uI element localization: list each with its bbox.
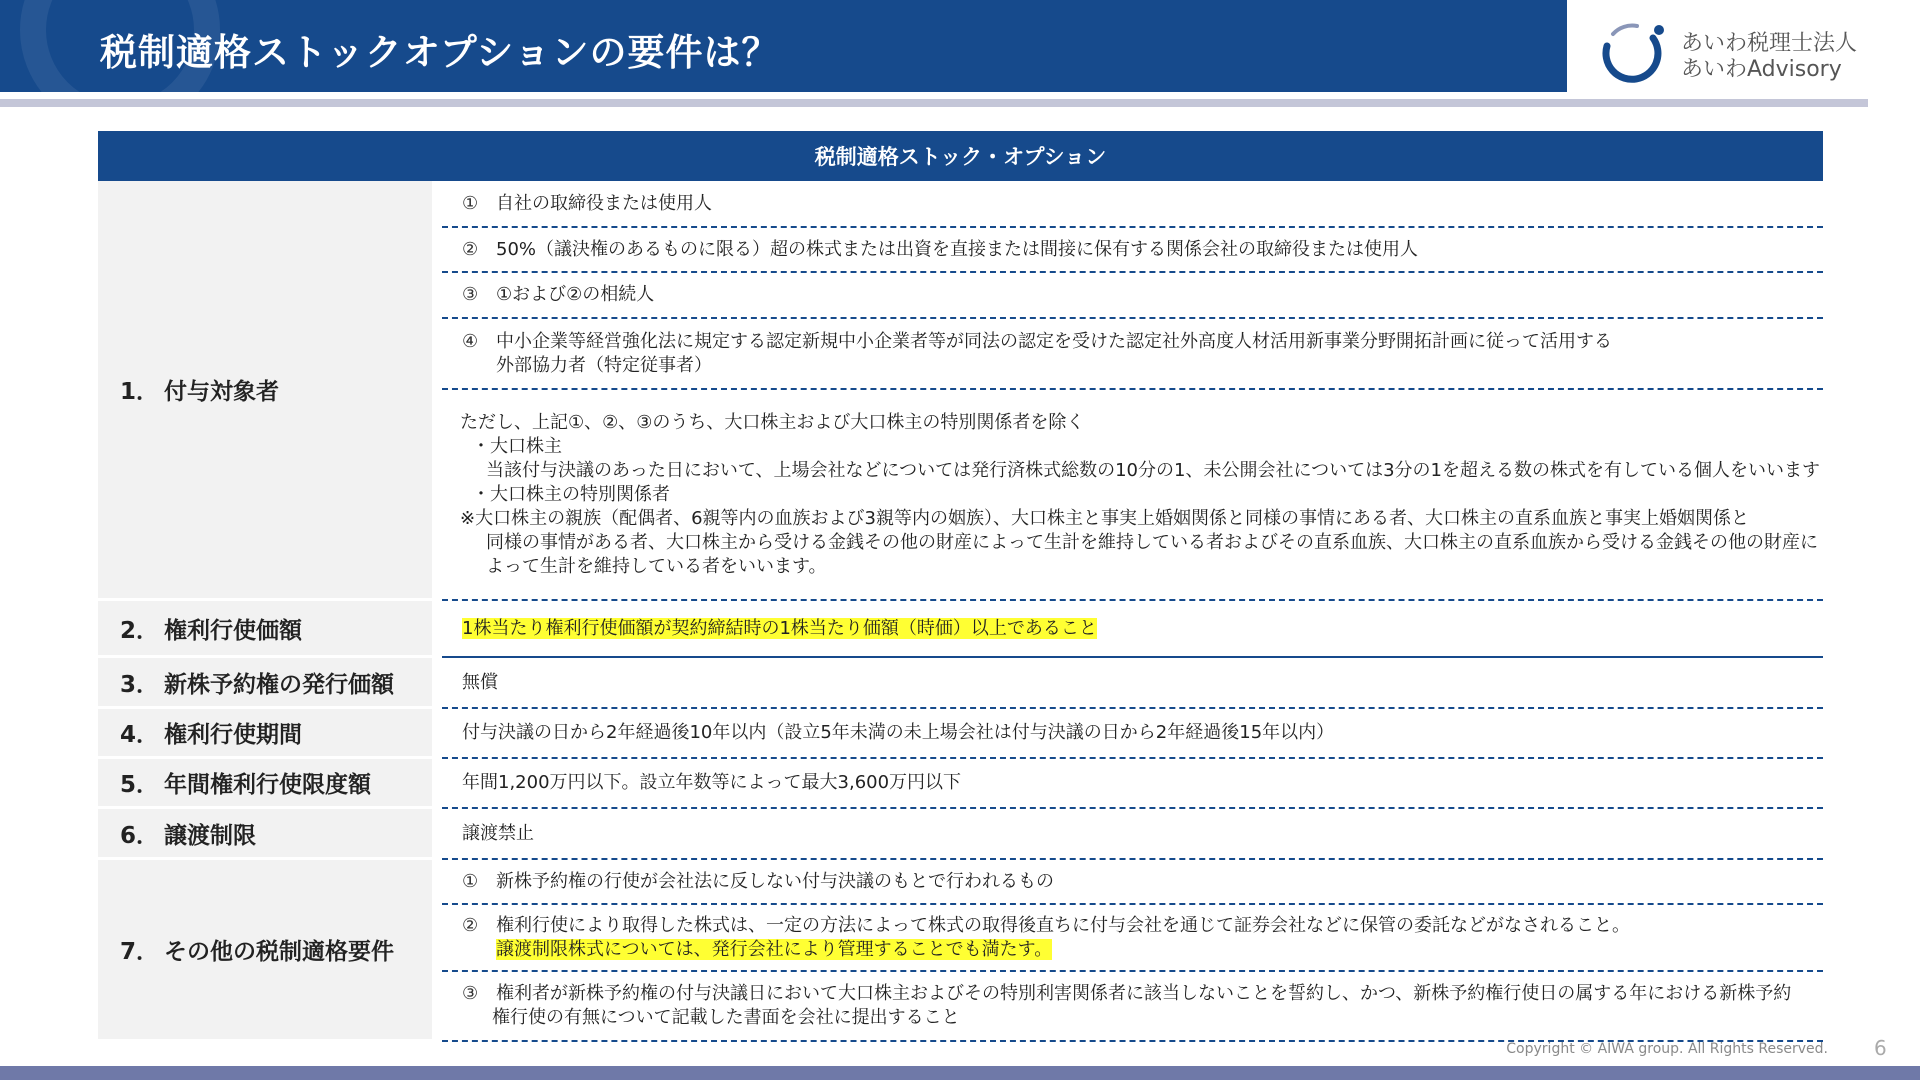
footer-bar [0, 1066, 1920, 1080]
slide-title: 税制適格ストックオプションの要件は？ [100, 31, 780, 74]
row-label [98, 860, 432, 1042]
item-marker: ④ [462, 330, 479, 352]
note-line: ※大口株主の親族（配偶者、6親等内の血族および3親等内の姻族）、大口株主と事実上婚姻関係と同様の事情にある者、大口株主の直系血族と事実上婚姻関係と [460, 507, 1749, 529]
row-number: 2． [120, 617, 160, 644]
highlighted-text: 譲渡制限株式については、発行会社により管理することでも満たす。 [496, 938, 1053, 960]
item-text: 権利者が新株予約権の付与決議日において大口株主およびその特別利害関係者に該当しないことを誓約し、かつ、新株予約権行使日の属する年における新株予約 [496, 983, 1792, 1004]
note-line: 同様の事情がある者、大口株主から受ける金銭その他の財産によって生計を維持している者およびその直系血族、大口株主の直系血族から受ける金銭その他の財産に [486, 531, 1818, 553]
row-value [442, 658, 1823, 709]
list-item [442, 860, 1823, 905]
row-label-text: 年間権利行使限度額 [164, 772, 371, 798]
item-marker: ② [462, 914, 479, 936]
company-logo [1593, 18, 1883, 90]
row-label-text: その他の税制適格要件 [164, 939, 394, 965]
item-marker: ③ [462, 983, 479, 1004]
row-value-text: 無償 [462, 671, 498, 693]
row-label-text: 付与対象者 [164, 379, 279, 405]
logo-text-line1: あいわ税理士法人 [1681, 31, 1858, 56]
list-item [442, 905, 1823, 972]
item-text-continued: 外部協力者（特定従事者） [496, 354, 712, 376]
list-item [442, 228, 1823, 273]
row-value-text: 付与決議の日から2年経過後10年以内（設立5年未満の未上場会社は付与決議の日から2年経過後15年以内） [462, 722, 1335, 743]
row-label-text: 権利行使期間 [164, 722, 302, 748]
note-line: ただし、上記①、②、③のうち、大口株主および大口株主の特別関係者を除く [460, 411, 1085, 433]
table-row-other-requirements [98, 860, 1823, 1042]
item-marker: ③ [462, 284, 479, 305]
list-item [442, 972, 1823, 1042]
row-label [98, 759, 432, 809]
table-row-issue-price [98, 658, 1823, 709]
row-label [98, 601, 432, 658]
logo-text-line2: あいわAdvisory [1681, 57, 1842, 82]
page-number: 6 [1874, 1036, 1887, 1060]
slide-header [0, 0, 1567, 92]
header-divider [0, 99, 1868, 107]
table-row-exercise-period [98, 709, 1823, 759]
item-text: 権利行使により取得した株式は、一定の方法によって株式の取得後直ちに付与会社を通じて証券会社などに保管の委託などがなされること。 [496, 914, 1630, 936]
note-line: ・大口株主 [472, 435, 562, 457]
item-text: ①および②の相続人 [496, 284, 655, 305]
table-row-transfer-restriction [98, 809, 1823, 860]
row-value [442, 601, 1823, 658]
item-text: 自社の取締役または使用人 [496, 192, 712, 214]
item-marker: ① [462, 870, 479, 892]
item-marker: ① [462, 192, 479, 214]
row-number: 5． [120, 772, 160, 798]
row-label-text: 新株予約権の発行価額 [164, 671, 394, 698]
row-number: 6． [120, 822, 160, 849]
row-value [442, 709, 1823, 759]
item-text: 50%（議決権のあるものに限る）超の株式または出資を直接または間接に保有する関係会社の取締役または使用人 [496, 238, 1419, 260]
row-label-text: 権利行使価額 [164, 617, 302, 644]
item-marker: ② [462, 238, 479, 260]
list-item [442, 319, 1823, 390]
item-text-continued: 権行使の有無について記載した書面を会社に提出すること [492, 1007, 960, 1028]
note-line: ・大口株主の特別関係者 [472, 483, 670, 505]
row-value-text: 譲渡禁止 [462, 822, 534, 844]
row-label [98, 809, 432, 860]
table-row-annual-limit [98, 759, 1823, 809]
row-label-text: 譲渡制限 [164, 822, 256, 849]
aiwa-logo-icon [1593, 18, 1669, 90]
row-value [442, 809, 1823, 860]
row-value-text: 年間1,200万円以下。設立年数等によって最大3,600万円以下 [462, 772, 962, 793]
row-label [98, 658, 432, 709]
row-number: 4． [120, 722, 160, 748]
table-row-eligible-grantees [98, 181, 1823, 601]
item-text: 新株予約権の行使が会社法に反しない付与決議のもとで行われるもの [496, 870, 1054, 892]
note-line: 当該付与決議のあった日において、上場会社などについては発行済株式総数の10分の1、未公開会社については3分の1を超える数の株式を有している個人をいいます [486, 459, 1820, 481]
row-value [442, 759, 1823, 809]
copyright-notice: Copyright © AIWA group. All Rights Reserved. [1506, 1041, 1828, 1057]
row-number: 1． [120, 379, 160, 405]
highlighted-text: 1株当たり権利行使価額が契約締結時の1株当たり価額（時価）以上であること [462, 617, 1097, 639]
item-text: 中小企業等経営強化法に規定する認定新規中小企業者等が同法の認定を受けた認定社外高度人材活用新事業分野開拓計画に従って活用する [496, 330, 1612, 352]
row-number: 7． [120, 939, 160, 965]
row-number: 3． [120, 671, 160, 698]
list-item [442, 181, 1823, 228]
note-line: よって生計を維持している者をいいます。 [486, 555, 827, 577]
list-item [442, 273, 1823, 319]
exclusion-note [442, 390, 1823, 601]
row-label [98, 181, 432, 601]
row-label [98, 709, 432, 759]
table-heading: 税制適格ストック・オプション [98, 131, 1823, 181]
table-row-exercise-price [98, 601, 1823, 658]
